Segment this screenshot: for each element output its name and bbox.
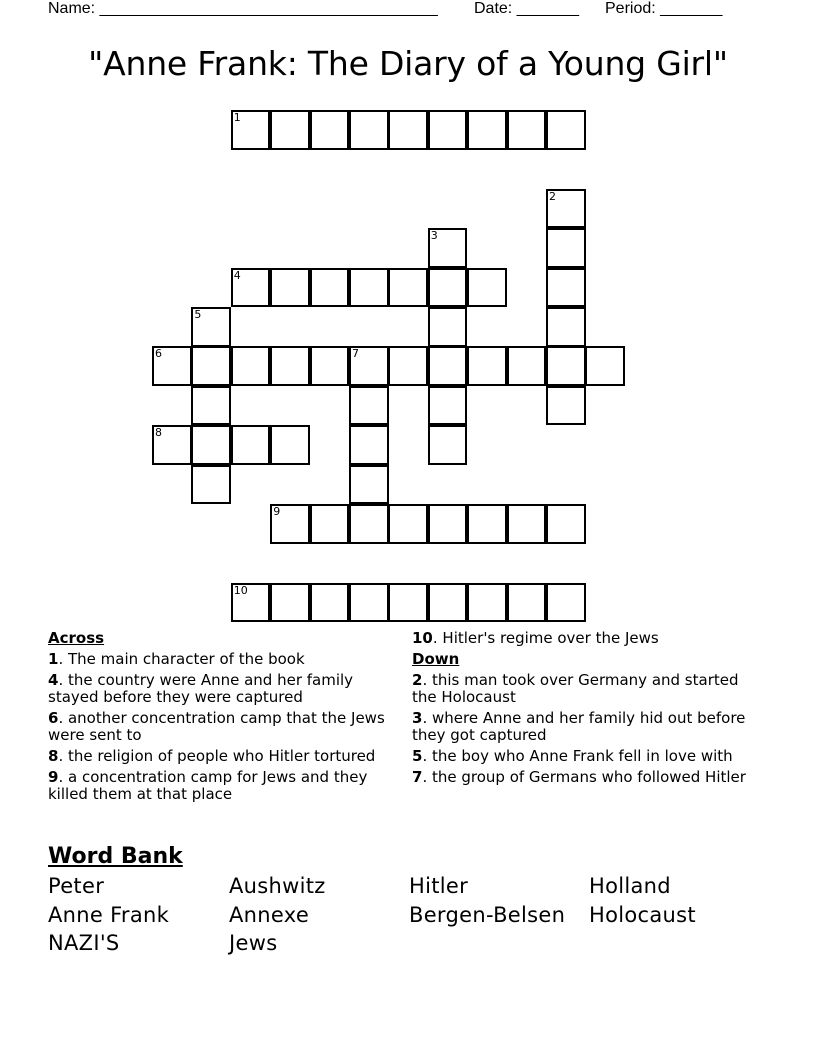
grid-cell[interactable] [349, 583, 389, 623]
grid-cell[interactable] [507, 346, 547, 386]
word-bank-item: Aushwitz [229, 874, 326, 898]
grid-cell[interactable] [191, 307, 231, 347]
word-bank-item: Annexe [229, 903, 310, 927]
grid-cell[interactable] [231, 425, 271, 465]
word-bank-item: Anne Frank [48, 903, 170, 927]
word-bank-item: Hitler [409, 874, 469, 898]
date-field-label[interactable]: Date: _______ [474, 0, 579, 17]
grid-cell[interactable] [349, 268, 389, 308]
grid-cell[interactable] [388, 110, 428, 150]
grid-cell[interactable] [428, 228, 468, 268]
grid-cell[interactable] [388, 504, 428, 544]
grid-cell[interactable] [231, 583, 271, 623]
grid-cell[interactable] [270, 346, 310, 386]
grid-cell[interactable] [546, 110, 586, 150]
clue-number: 5 [194, 308, 202, 321]
clue-number: 10 [233, 583, 248, 597]
grid-cell[interactable] [507, 504, 547, 544]
clue-number: 7 [352, 347, 359, 361]
word-bank-item: Bergen-Belsen [409, 903, 566, 927]
word-bank-item: Holocaust [589, 903, 696, 927]
grid-cell[interactable] [191, 386, 231, 426]
grid-cell[interactable] [349, 346, 389, 386]
grid-cell[interactable] [310, 110, 350, 150]
clue-number: 4 [233, 268, 241, 282]
grid-cell[interactable] [428, 110, 468, 150]
across-clue-10: 10. Hitler's regime over the Jews [412, 629, 659, 647]
down-clues [412, 630, 752, 790]
grid-cell[interactable] [585, 346, 625, 386]
grid-cell[interactable] [388, 346, 428, 386]
grid-cell[interactable] [349, 465, 389, 505]
grid-cell[interactable] [310, 268, 350, 308]
grid-cell[interactable] [546, 504, 586, 544]
grid-cell[interactable] [191, 346, 231, 386]
grid-cell[interactable] [191, 465, 231, 505]
grid-cell[interactable] [270, 583, 310, 623]
clue-number: 2 [549, 189, 556, 203]
across-heading: Across [48, 629, 105, 647]
grid-cell[interactable] [507, 583, 547, 623]
grid-cell[interactable] [270, 268, 310, 308]
down-clue-7: 7. the group of Germans who followed Hitler [412, 768, 746, 786]
grid-cell[interactable] [546, 346, 586, 386]
down-clue-3: 3. where Anne and her family hid out before they got captured [412, 709, 746, 744]
down-clue-2: 2. this man took over Germany and started the Holocaust [412, 671, 739, 706]
grid-cell[interactable] [428, 268, 468, 308]
across-clue-8: 8. the religion of people who Hitler tortured [48, 747, 376, 765]
grid-cell[interactable] [507, 110, 547, 150]
clue-number: 1 [233, 111, 241, 124]
grid-cell[interactable] [546, 386, 586, 426]
across-clue-1: 1. The main character of the book [48, 650, 305, 668]
grid-cell[interactable] [546, 189, 586, 229]
grid-cell[interactable] [152, 346, 192, 386]
grid-cell[interactable] [428, 307, 468, 347]
clue-number: 8 [155, 426, 162, 440]
down-heading: Down [412, 650, 460, 668]
word-bank-item: NAZI'S [48, 931, 120, 955]
grid-cell[interactable] [428, 504, 468, 544]
grid-cell[interactable] [467, 346, 507, 386]
grid-cell[interactable] [310, 583, 350, 623]
grid-cell[interactable] [231, 110, 271, 150]
grid-cell[interactable] [191, 425, 231, 465]
grid-cell[interactable] [388, 268, 428, 308]
grid-cell[interactable] [349, 504, 389, 544]
clue-number: 9 [273, 505, 281, 518]
grid-cell[interactable] [270, 110, 310, 150]
clue-number: 6 [155, 347, 162, 361]
grid-cell[interactable] [546, 307, 586, 347]
word-bank-title: Word Bank [48, 844, 183, 869]
grid-cell[interactable] [428, 386, 468, 426]
grid-cell[interactable] [349, 425, 389, 465]
page-title: "Anne Frank: The Diary of a Young Girl" [88, 44, 728, 83]
period-field-label[interactable]: Period: _______ [605, 0, 723, 17]
grid-cell[interactable] [428, 346, 468, 386]
across-clue-9: 9. a concentration camp for Jews and they killed them at that place [48, 768, 368, 803]
word-bank-item: Jews [229, 931, 278, 955]
clue-number: 3 [430, 229, 438, 243]
grid-cell[interactable] [231, 346, 271, 386]
grid-cell[interactable] [467, 583, 507, 623]
name-field-label[interactable]: Name: ______________________________________ [48, 0, 438, 17]
grid-cell[interactable] [310, 504, 350, 544]
across-clue-4: 4. the country were Anne and her family stayed before they were captured [48, 671, 354, 706]
grid-cell[interactable] [270, 504, 310, 544]
grid-cell[interactable] [428, 425, 468, 465]
grid-cell[interactable] [270, 425, 310, 465]
grid-cell[interactable] [467, 268, 507, 308]
grid-cell[interactable] [231, 268, 271, 308]
grid-cell[interactable] [546, 228, 586, 268]
grid-cell[interactable] [546, 583, 586, 623]
down-clue-5: 5. the boy who Anne Frank fell in love with [412, 747, 733, 765]
across-clue-6: 6. another concentration camp that the Jews were sent to [48, 709, 385, 744]
grid-cell[interactable] [349, 386, 389, 426]
grid-cell[interactable] [467, 504, 507, 544]
grid-cell[interactable] [349, 110, 389, 150]
word-bank-item: Peter [48, 874, 105, 898]
grid-cell[interactable] [467, 110, 507, 150]
grid-cell[interactable] [388, 583, 428, 623]
word-bank-item: Holland [589, 874, 671, 898]
grid-cell[interactable] [152, 425, 192, 465]
grid-cell[interactable] [546, 268, 586, 308]
across-clues [48, 630, 388, 807]
grid-cell[interactable] [310, 346, 350, 386]
grid-cell[interactable] [428, 583, 468, 623]
